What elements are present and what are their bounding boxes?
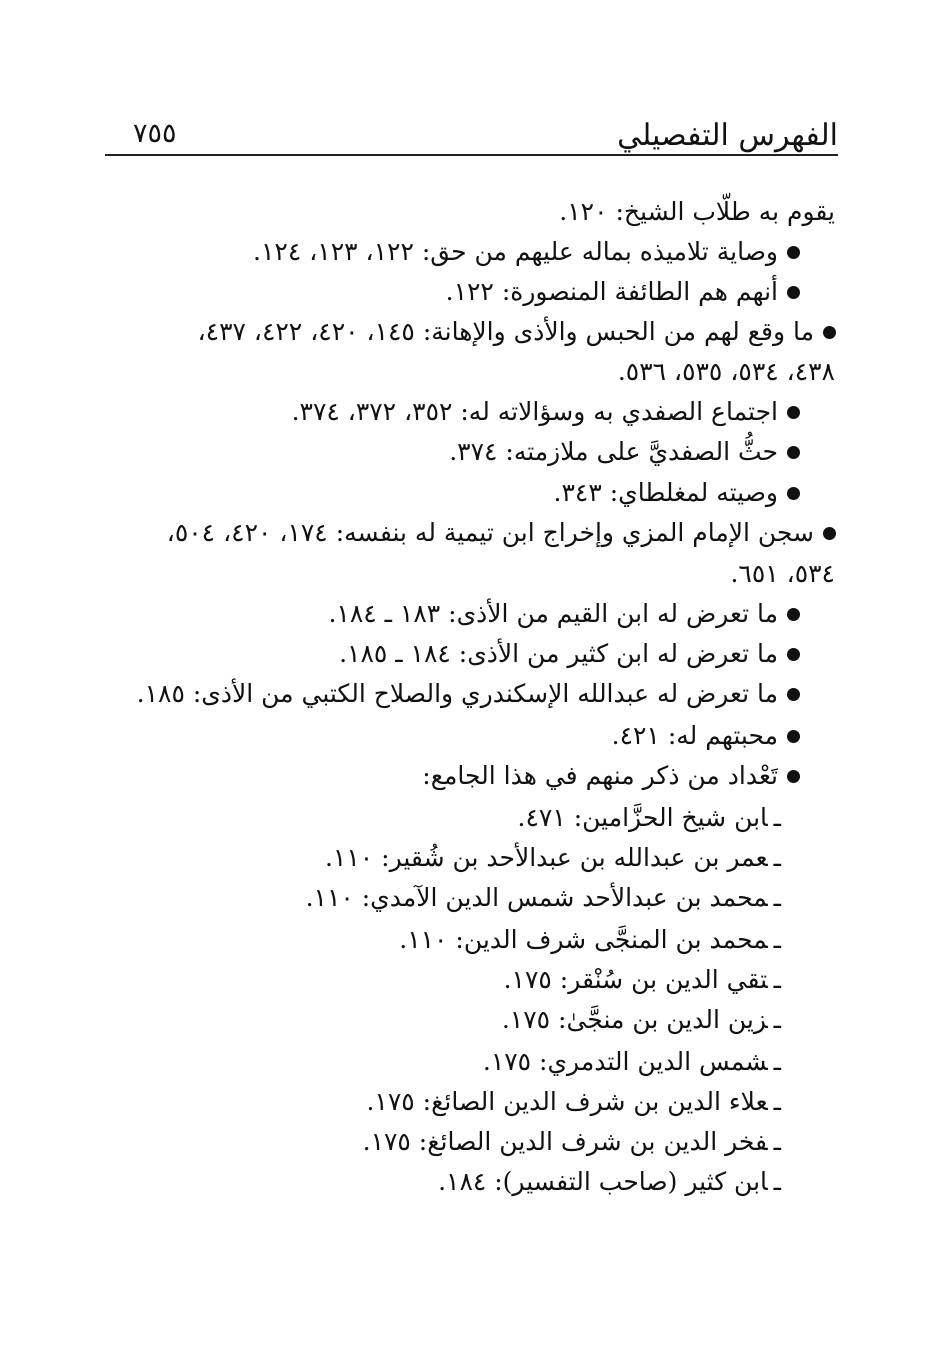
entry-text: ما تعرض له ابن القيم من الأذى: ١٨٣ ـ ١٨٤. <box>328 599 778 628</box>
entry-text: شمس الدين التدمري: ١٧٥. <box>482 1047 768 1076</box>
dash-icon: ـ <box>773 1005 781 1034</box>
entry-text: ابن شيخ الحزَّامين: ٤٧١. <box>517 803 768 832</box>
sub-entry <box>502 1003 781 1037</box>
page-number: ٧٥٥ <box>133 118 177 149</box>
bullet-icon <box>787 608 800 621</box>
sub-entry <box>504 963 781 997</box>
bullet-icon <box>787 446 800 459</box>
bullet-icon <box>787 730 800 743</box>
bullet-entry <box>554 476 800 510</box>
entry-line <box>559 195 835 229</box>
sub-entry <box>518 801 781 835</box>
dash-icon: ـ <box>773 803 781 832</box>
bullet-entry <box>449 435 800 469</box>
dash-icon: ـ <box>773 883 781 912</box>
dash-icon: ـ <box>773 1047 781 1076</box>
bullet-entry <box>198 315 836 349</box>
entry-text: فخر الدين بن شرف الدين الصائغ: ١٧٥. <box>362 1127 768 1156</box>
entry-text: ٥٣٤، ٦٥١. <box>730 559 835 588</box>
sub-entry <box>399 923 781 957</box>
entry-text: تقي الدين بن سُنْقر: ١٧٥. <box>503 965 768 994</box>
entry-text: اجتماع الصفدي به وسؤالاته له: ٣٥٢، ٣٧٢، ٣٧٤. <box>291 397 778 426</box>
bullet-entry <box>137 677 800 711</box>
bullet-icon <box>787 286 800 299</box>
bullet-icon <box>787 246 800 259</box>
entry-text: ما تعرض له عبدالله الإسكندري والصلاح الكتبي من الأذى: ١٨٥. <box>136 679 778 708</box>
entry-text: حثُّ الصفديَّ على ملازمته: ٣٧٤. <box>449 437 778 466</box>
entry-text: أنهم هم الطائفة المنصورة: ١٢٢. <box>445 277 778 306</box>
bullet-entry <box>446 275 800 309</box>
bullet-icon <box>787 406 800 419</box>
entry-text: سجن الإمام المزي وإخراج ابن تيمية له بنفسه: ١٧٤، ٤٢٠، ٥٠٤، <box>166 518 814 547</box>
running-header <box>105 110 838 156</box>
sub-entry <box>306 881 781 915</box>
sub-entry <box>325 841 781 875</box>
bullet-entry <box>339 637 800 671</box>
dash-icon: ـ <box>773 843 781 872</box>
bullet-entry <box>422 759 800 793</box>
running-title: الفهرس التفصيلي <box>617 118 838 153</box>
entry-text: محمد بن عبدالأحد شمس الدين الآمدي: ١١٠. <box>305 883 768 912</box>
entry-line <box>730 557 835 591</box>
bullet-icon <box>823 527 836 540</box>
dash-icon: ـ <box>773 965 781 994</box>
entry-text: عمر بن عبدالله بن عبدالأحد بن شُقير: ١١٠. <box>324 843 768 872</box>
dash-icon: ـ <box>773 925 781 954</box>
sub-entry <box>438 1165 781 1199</box>
bullet-icon <box>823 326 836 339</box>
entry-text: ما وقع لهم من الحبس والأذى والإهانة: ١٤٥، ٤٢٠، ٤٢٢، ٤٣٧، <box>197 317 814 346</box>
entry-text: ابن كثير (صاحب التفسير): ١٨٤. <box>438 1167 768 1196</box>
entry-text: ما تعرض له ابن كثير من الأذى: ١٨٤ ـ ١٨٥. <box>339 639 778 668</box>
entry-text: ٤٣٨، ٥٣٤، ٥٣٥، ٥٣٦. <box>617 357 835 386</box>
entry-line <box>618 355 835 389</box>
sub-entry <box>483 1045 781 1079</box>
dash-icon: ـ <box>773 1127 781 1156</box>
entry-text: وصيته لمغلطاي: ٣٤٣. <box>553 478 778 507</box>
bullet-entry <box>167 516 836 550</box>
sub-entry <box>366 1085 781 1119</box>
entry-text: وصاية تلاميذه بماله عليهم من حق: ١٢٢، ١٢٣، ١٢٤. <box>253 237 778 266</box>
header-divider <box>105 154 838 156</box>
entry-text: محمد بن المنجَّى شرف الدين: ١١٠. <box>399 925 768 954</box>
bullet-icon <box>787 648 800 661</box>
dash-icon: ـ <box>773 1167 781 1196</box>
dash-icon: ـ <box>773 1087 781 1116</box>
bullet-entry <box>328 597 800 631</box>
bullet-icon <box>787 487 800 500</box>
entry-text: زين الدين بن منجَّىٰ: ١٧٥. <box>501 1005 768 1034</box>
sub-entry <box>363 1125 781 1159</box>
bullet-entry <box>612 719 800 753</box>
bullet-entry <box>253 235 800 269</box>
entry-text: علاء الدين بن شرف الدين الصائغ: ١٧٥. <box>366 1087 768 1116</box>
entry-text: تَعْداد من ذكر منهم في هذا الجامع: <box>422 761 778 790</box>
bullet-icon <box>787 770 800 783</box>
bullet-entry <box>292 395 800 429</box>
entry-text: يقوم به طلّاب الشيخ: ١٢٠. <box>559 197 835 226</box>
entry-text: محبتهم له: ٤٢١. <box>611 721 778 750</box>
bullet-icon <box>787 688 800 701</box>
